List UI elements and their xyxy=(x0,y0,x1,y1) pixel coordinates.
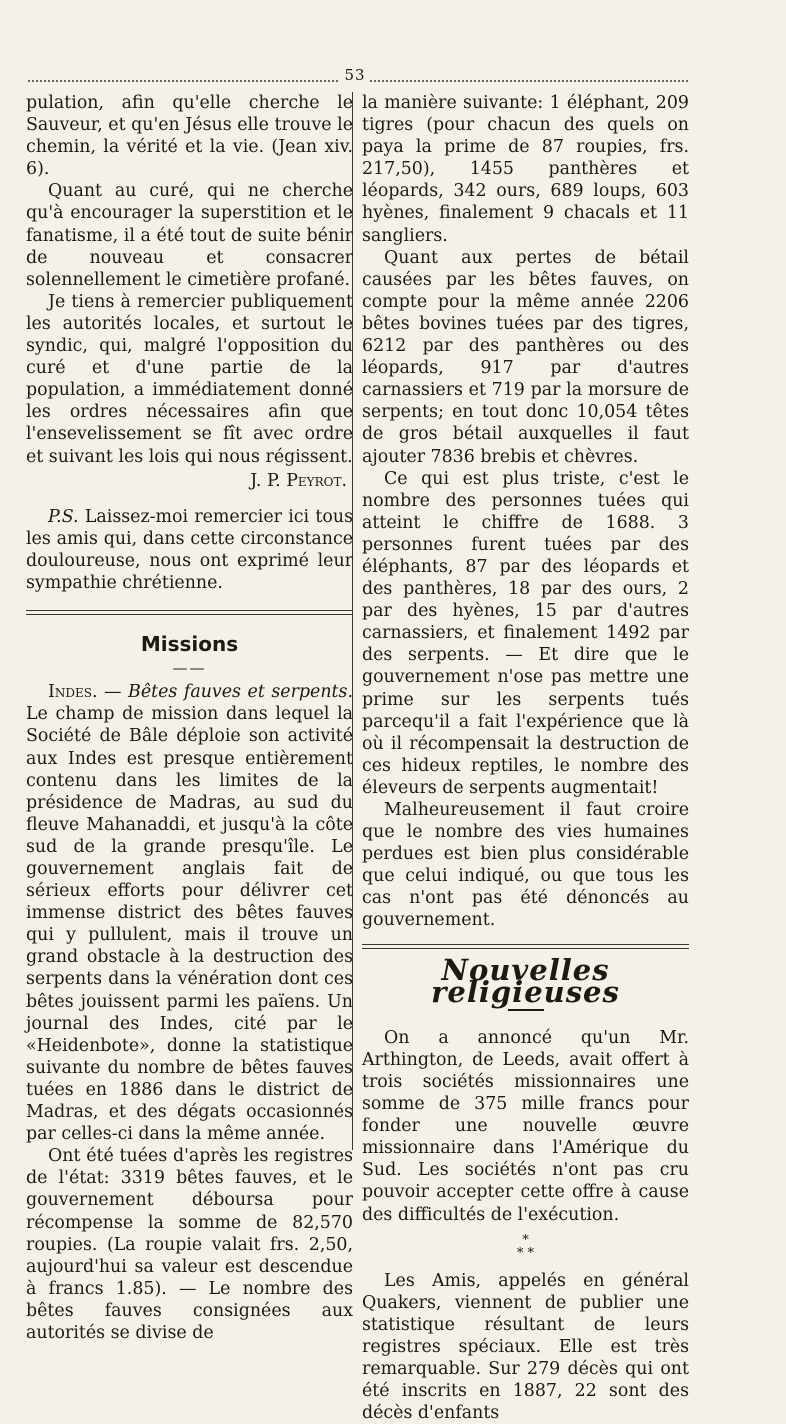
indes-label: Indes. — xyxy=(48,682,129,703)
indes-text: Le champ de mission dans lequel la Société de Bâle déploie son activité aux Indes est presque entièrement contenu dans les limites de la présidence de Madras, au sud du fleuve Mahanaddi, et jusqu'à la côte sud de la grande presqu'île. Le gouvernement anglais fait de sérieux efforts pour délivrer cet immense district des bêtes fauves qui y pullulent, mais il trouve un grand obstacle à la destruction des serpents dans la vénération dont ces bêtes jouissent parmi les païens. Un journal des Indes, cité par le «Heidenbote», donne la statistique suivante du nombre de bêtes fauves tuées en 1886 dans le district de Madras, et des dégats occasionnés par celles-ci dans la même année. xyxy=(26,704,353,1145)
paragraph: Quant au curé, qui ne cherche qu'à encourager la superstition et le fanatisme, il a été tout de suite bénir de nouveau et consacrer solennellement le cimetière profané. xyxy=(26,181,353,290)
left-column xyxy=(26,92,353,1344)
postscript xyxy=(26,506,353,594)
asterism-bottom: * * xyxy=(516,1245,535,1261)
paragraph: Les Amis, appelés en général Quakers, viennent de publier une statistique résultant de leurs registres spéciaux. Elle est très remarquable. Sur 279 décès qui ont été inscrits en 1887, 22 sont des décès d'enfants xyxy=(362,1270,689,1424)
ps-label: P.S. xyxy=(48,506,79,527)
heading-dash: —— xyxy=(172,659,207,678)
page-number: 53 xyxy=(344,66,366,84)
indes-paragraph xyxy=(26,681,353,1145)
paragraph: Ont été tuées d'après les registres de l'état: 3319 bêtes fauves, et le gouvernement déboursa pour récompense la somme de 82,570 roupies. (La roupie valait frs. 2,50, aujourd'hui sa valeur est descendue à francs 1.85). — Le nombre des bêtes fauves consignées aux autorités se divise de xyxy=(26,1146,353,1343)
paragraph: On a annoncé qu'un Mr. Arthington, de Leeds, avait offert à trois sociétés missionnaires une somme de 375 mille francs pour fonder une nouvelle œuvre missionnaire dans l'Amérique du Sud. Les sociétés n'ont pas cru pouvoir accepter cette offre à cause des difficultés de l'exécution. xyxy=(362,1027,689,1225)
missions-heading: Missions xyxy=(140,632,239,657)
asterism-top: * xyxy=(522,1232,529,1248)
header-rule-right xyxy=(370,80,688,82)
heading-dash xyxy=(508,1009,544,1011)
paragraph: pulation, afin qu'elle cherche le Sauveur, et qu'en Jésus elle trouve le chemin, la vérité et la vie. (Jean xiv. 6). xyxy=(26,93,353,180)
section-rule xyxy=(26,610,353,615)
paragraph: Ce qui est plus triste, c'est le nombre des personnes tuées qui atteint le chiffre de 1688. 3 personnes furent tuées par des éléphants, 87 par des léopards et des panthères, 18 par des ours, 2 par des hyènes, 15 par d'autres carnassiers, et finalement 1492 par des serpents. — Et dire que le gouvernement n'ose pas mettre une prime sur les serpents tués parcequ'il a fait l'expérience que là où il récompensait la destruction de ces hideux reptiles, le nombre des éleveurs de serpents augmentait! xyxy=(362,468,689,798)
paragraph: Malheureusement il faut croire que le nombre des vies humaines perdues est bien plus considérable que celui indiqué, ou que tous les cas n'ont pas été dénoncés au gouvernement. xyxy=(362,800,689,931)
paragraph: Quant aux pertes de bétail causées par les bêtes fauves, on compte pour la même année 2206 bêtes bovines tuées par des tigres, 6212 par des panthères ou des léopards, 917 par d'autres carnassiers et 719 par la morsure de serpents; en tout donc 10,054 têtes de gros bétail auxquelles il faut ajouter 7836 brebis et chèvres. xyxy=(362,247,689,467)
indes-subtitle: Bêtes fauves et serpents. xyxy=(128,682,353,703)
header-rule-left xyxy=(28,80,338,82)
right-column xyxy=(362,92,689,1424)
nouvelles-heading: Nouvelles religieuses xyxy=(431,952,620,1009)
section-rule xyxy=(362,944,689,949)
paragraph: la manière suivante: 1 éléphant, 209 tigres (pour chacun des quels on paya la prime de 87 roupies, frs. 217,50), 1455 panthères et léopards, 342 ours, 689 loups, 603 hyènes, finalement 9 chacals et 11 sangliers. xyxy=(362,93,689,246)
asterism xyxy=(362,1234,689,1260)
paragraph: Je tiens à remercier publiquement les autorités locales, et surtout le syndic, qui, malgré l'opposition du curé et d'une partie de la population, a immédiatement donné les ordres nécessaires afin que l'ensevelissement se fît avec ordre et suivant les lois qui nous régissent. xyxy=(26,291,353,467)
ps-text: Laissez-moi remercier ici tous les amis qui, dans cette circonstance douloureuse, nous ont exprimé leur sympathie chrétienne. xyxy=(26,506,353,593)
signature: J. P. Peyrot. xyxy=(250,470,347,491)
